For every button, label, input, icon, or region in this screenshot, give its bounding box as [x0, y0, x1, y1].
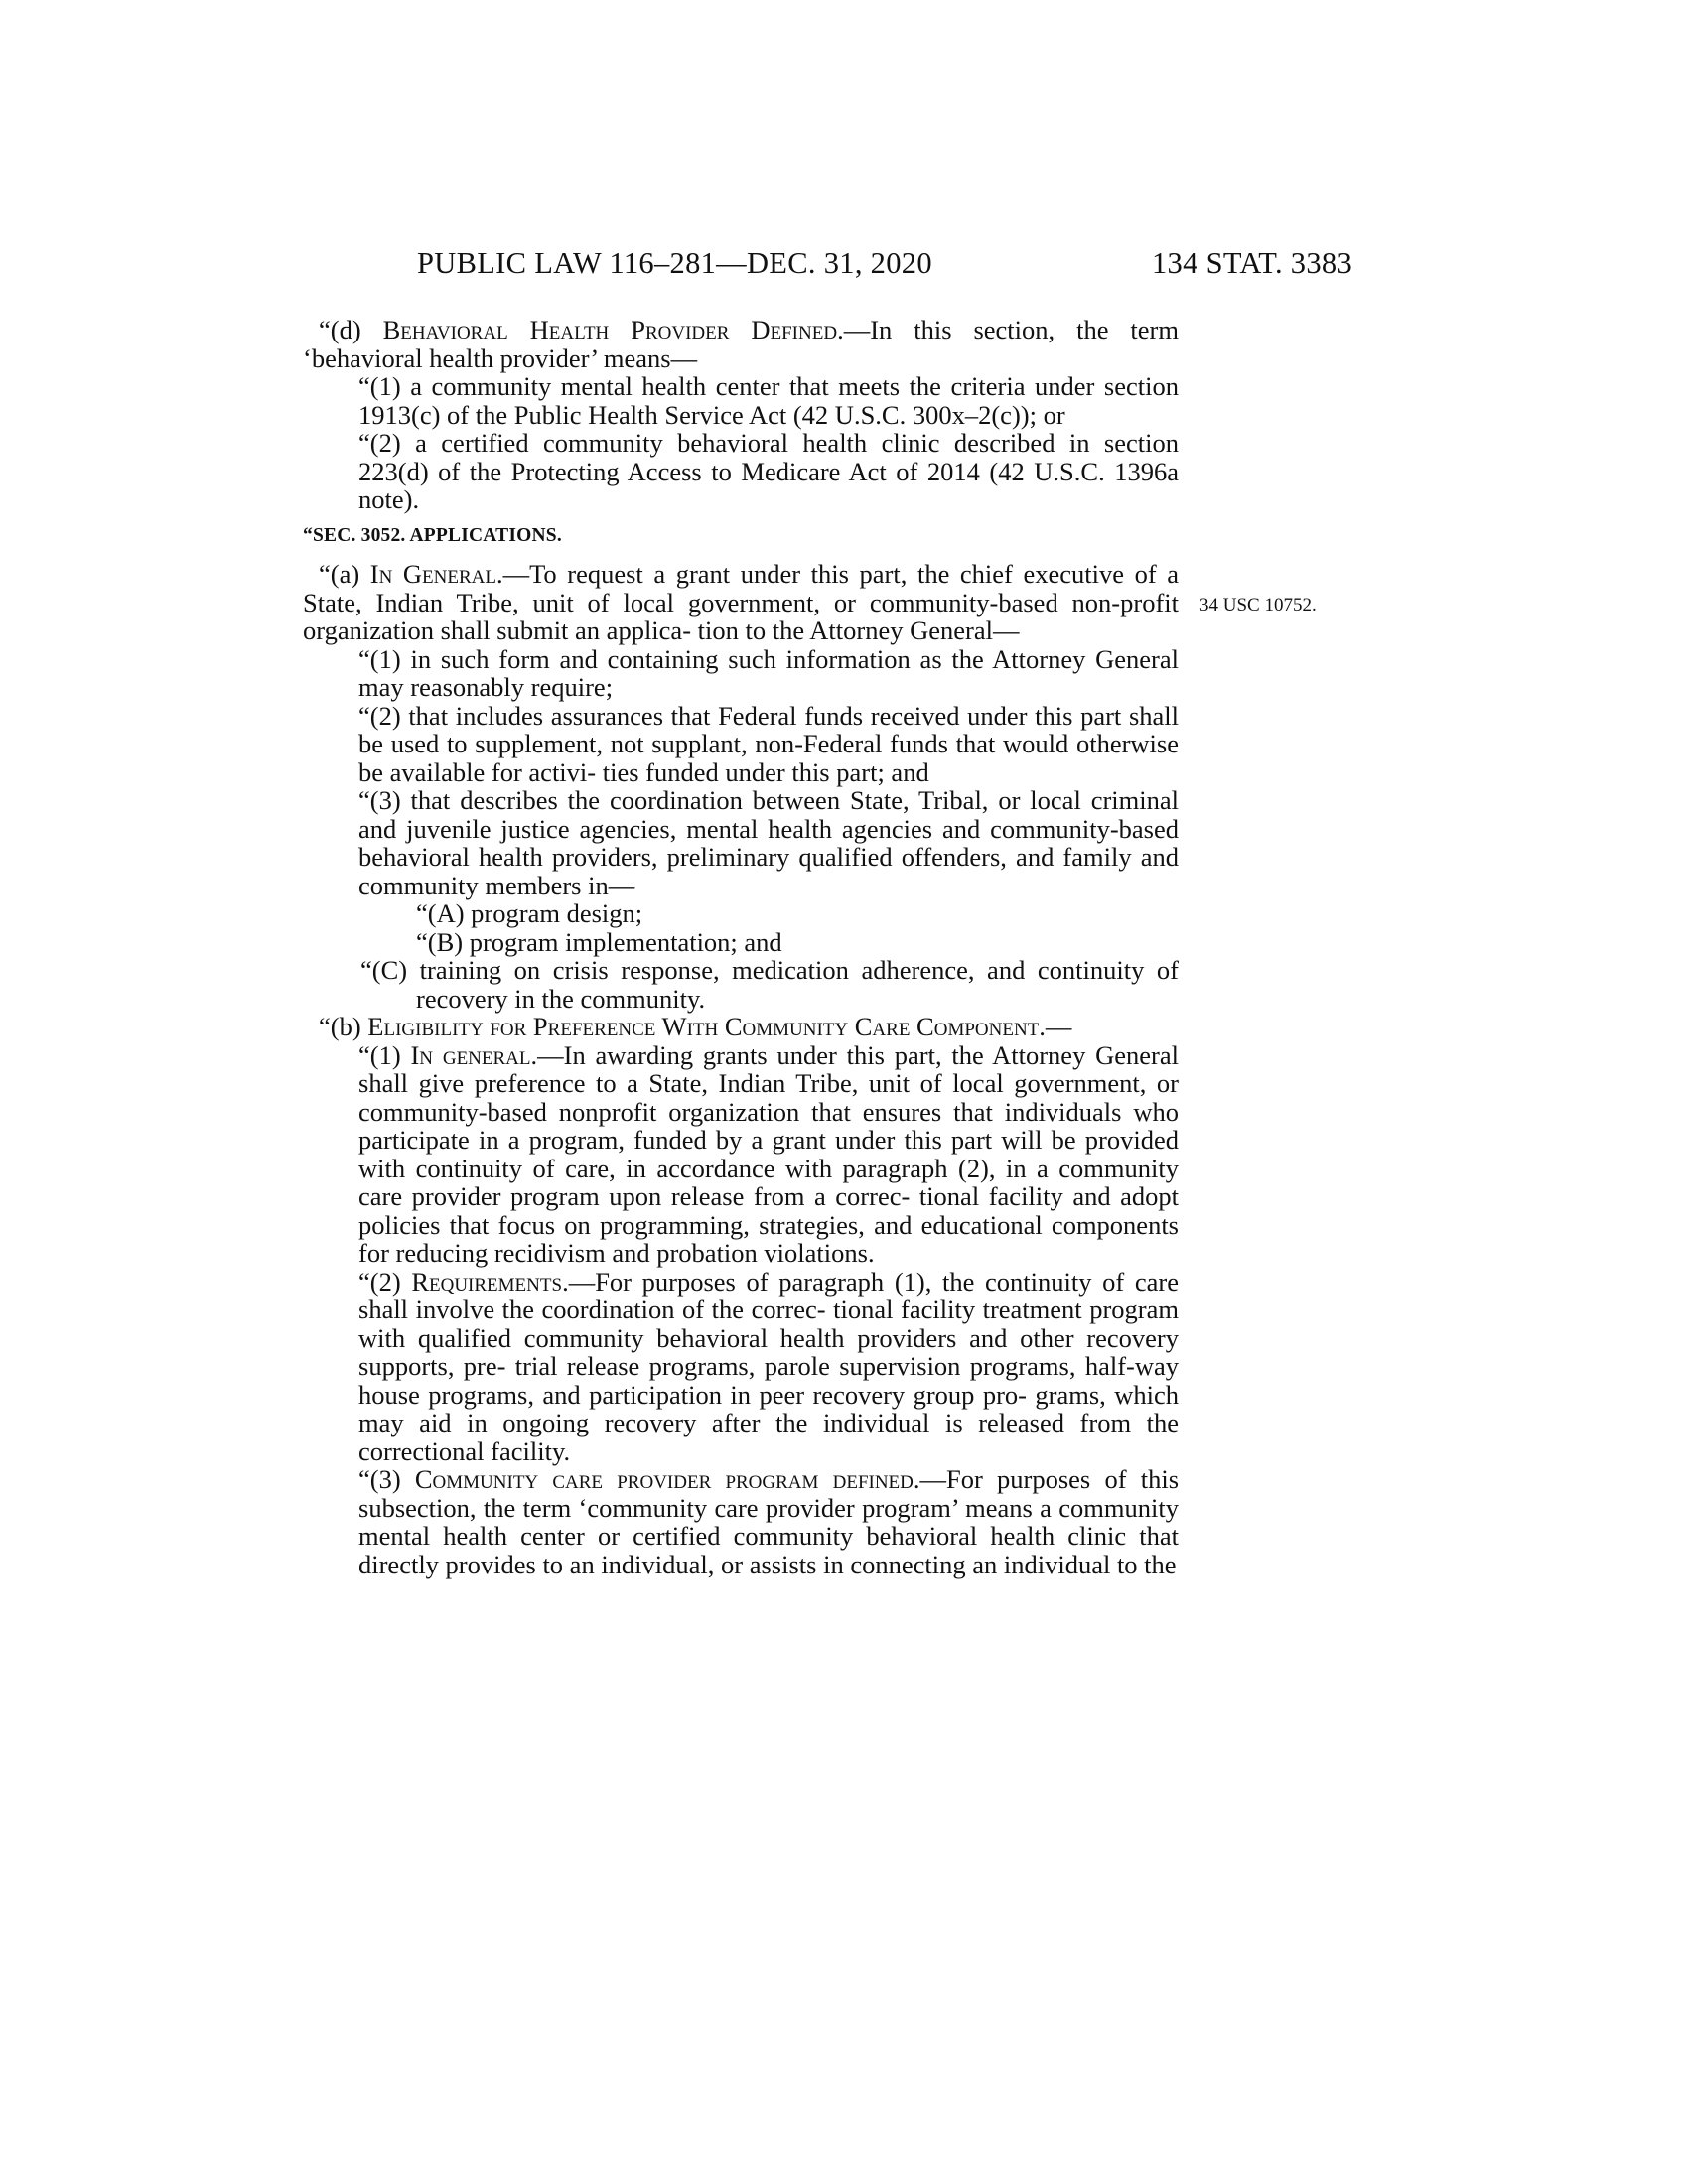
- subsection-a-text: .—To request a grant under this part, the chief executive of a State, Indian Tribe, unit of local government, or community-based non-profit organization shall submit an applica- tion to the Attorney General—: [303, 559, 1179, 645]
- margin-citation: 34 USC 10752.: [1199, 595, 1317, 615]
- subsection-b: [303, 1013, 1179, 1041]
- section-d-heading: Behavioral Health Provider Defined: [382, 315, 838, 344]
- subsection-b-open: “(b): [319, 1012, 368, 1041]
- subsection-b-paragraph-2: [303, 1268, 1179, 1466]
- b2-open: “(2): [358, 1266, 412, 1297]
- subsection-a: [303, 560, 1179, 645]
- running-head: [0, 246, 1688, 286]
- section-d-heading-after: .—In this section,: [837, 315, 1055, 344]
- b2-heading: Requirements: [411, 1266, 563, 1297]
- b3-text: .—For purposes of this subsection, the term ‘community care provider program’ means a community mental health center or certified community behavioral health clinic that directly provides to an individual, or assists in connecting an individual to the: [358, 1464, 1180, 1579]
- statute-body: [303, 316, 1179, 1578]
- subsection-b-paragraph-3: [303, 1465, 1179, 1578]
- subsection-a-heading: In General: [369, 559, 496, 589]
- subsection-a-open: “(a): [319, 559, 370, 589]
- subsection-a-paragraph-3: “(3) that describes the coordination between State, Tribal, or local criminal and juvenile justice agencies, mental health agencies and community-based behavioral health providers, preliminary qualified offenders, and family and community members in—: [358, 785, 1179, 900]
- section-3052-heading: “SEC. 3052. APPLICATIONS.: [303, 524, 562, 546]
- section-d-intro-rest: the term ‘behavioral health provider’ means—: [303, 315, 1179, 373]
- b1-open: “(1): [358, 1039, 411, 1070]
- b1-heading: In general: [410, 1039, 531, 1070]
- subsection-a-paragraph-1: “(1) in such form and containing such information as the Attorney General may reasonably require;: [358, 643, 1179, 702]
- b3-heading: Community care provider program defined: [414, 1464, 914, 1494]
- subsection-b-heading: Eligibility for Preference With Community Care Component: [367, 1012, 1040, 1041]
- subparagraph-a: “(A) program design;: [416, 898, 643, 928]
- section-d-intro: [303, 316, 1179, 372]
- subsection-b-after: .—: [1039, 1012, 1072, 1041]
- section-d-item-2: “(2) a certified community behavioral health clinic described in section 223(d) of the Protecting Access to Medicare Act of 2014 (42 U.S.C. 1396a note).: [358, 428, 1179, 514]
- b3-open: “(3): [358, 1464, 415, 1494]
- subparagraph-b: “(B) program implementation; and: [416, 926, 782, 957]
- subparagraph-c: “(C) training on crisis response, medication adherence, and continuity of recovery in the community.: [360, 955, 1179, 1014]
- section-d-open: “(d): [319, 315, 383, 344]
- b1-text: .—In awarding grants under this part, the Attorney General shall give preference to a State, Indian Tribe, unit of local government, or community-based nonprofit organization that ensures that individuals who participate in a program, funded by a grant under this part will be provided with continuity of care, in accordance with paragraph (2), in a community care provider program upon release from a correc- tional facility and adopt policies that focus on programming, strategies, and educational components for reducing recidivism and probation violations.: [358, 1039, 1179, 1268]
- b2-text: .—For purposes of paragraph (1), the continuity of care shall involve the coordination of the correc- tional facility treatment program with qualified community behavioral health providers and other recovery supports, pre- trial release programs, parole supervision programs, half-way house programs, and participation in peer recovery group pro- grams, which may aid in ongoing recovery after the individual is released from the correctional facility.: [358, 1266, 1179, 1466]
- subsection-a-paragraph-2: “(2) that includes assurances that Federal funds received under this part shall be used to supplement, not supplant, non-Federal funds that would otherwise be available for activi- ties funded under this part; and: [358, 700, 1179, 787]
- subsection-b-paragraph-1: [303, 1041, 1179, 1268]
- page-number: 134 STAT. 3383: [1152, 246, 1352, 280]
- running-head-title: PUBLIC LAW 116–281—DEC. 31, 2020: [417, 246, 932, 280]
- section-d-item-1: “(1) a community mental health center that meets the criteria under section 1913(c) of the Public Health Service Act (42 U.S.C. 300x–2(c)); or: [358, 371, 1179, 430]
